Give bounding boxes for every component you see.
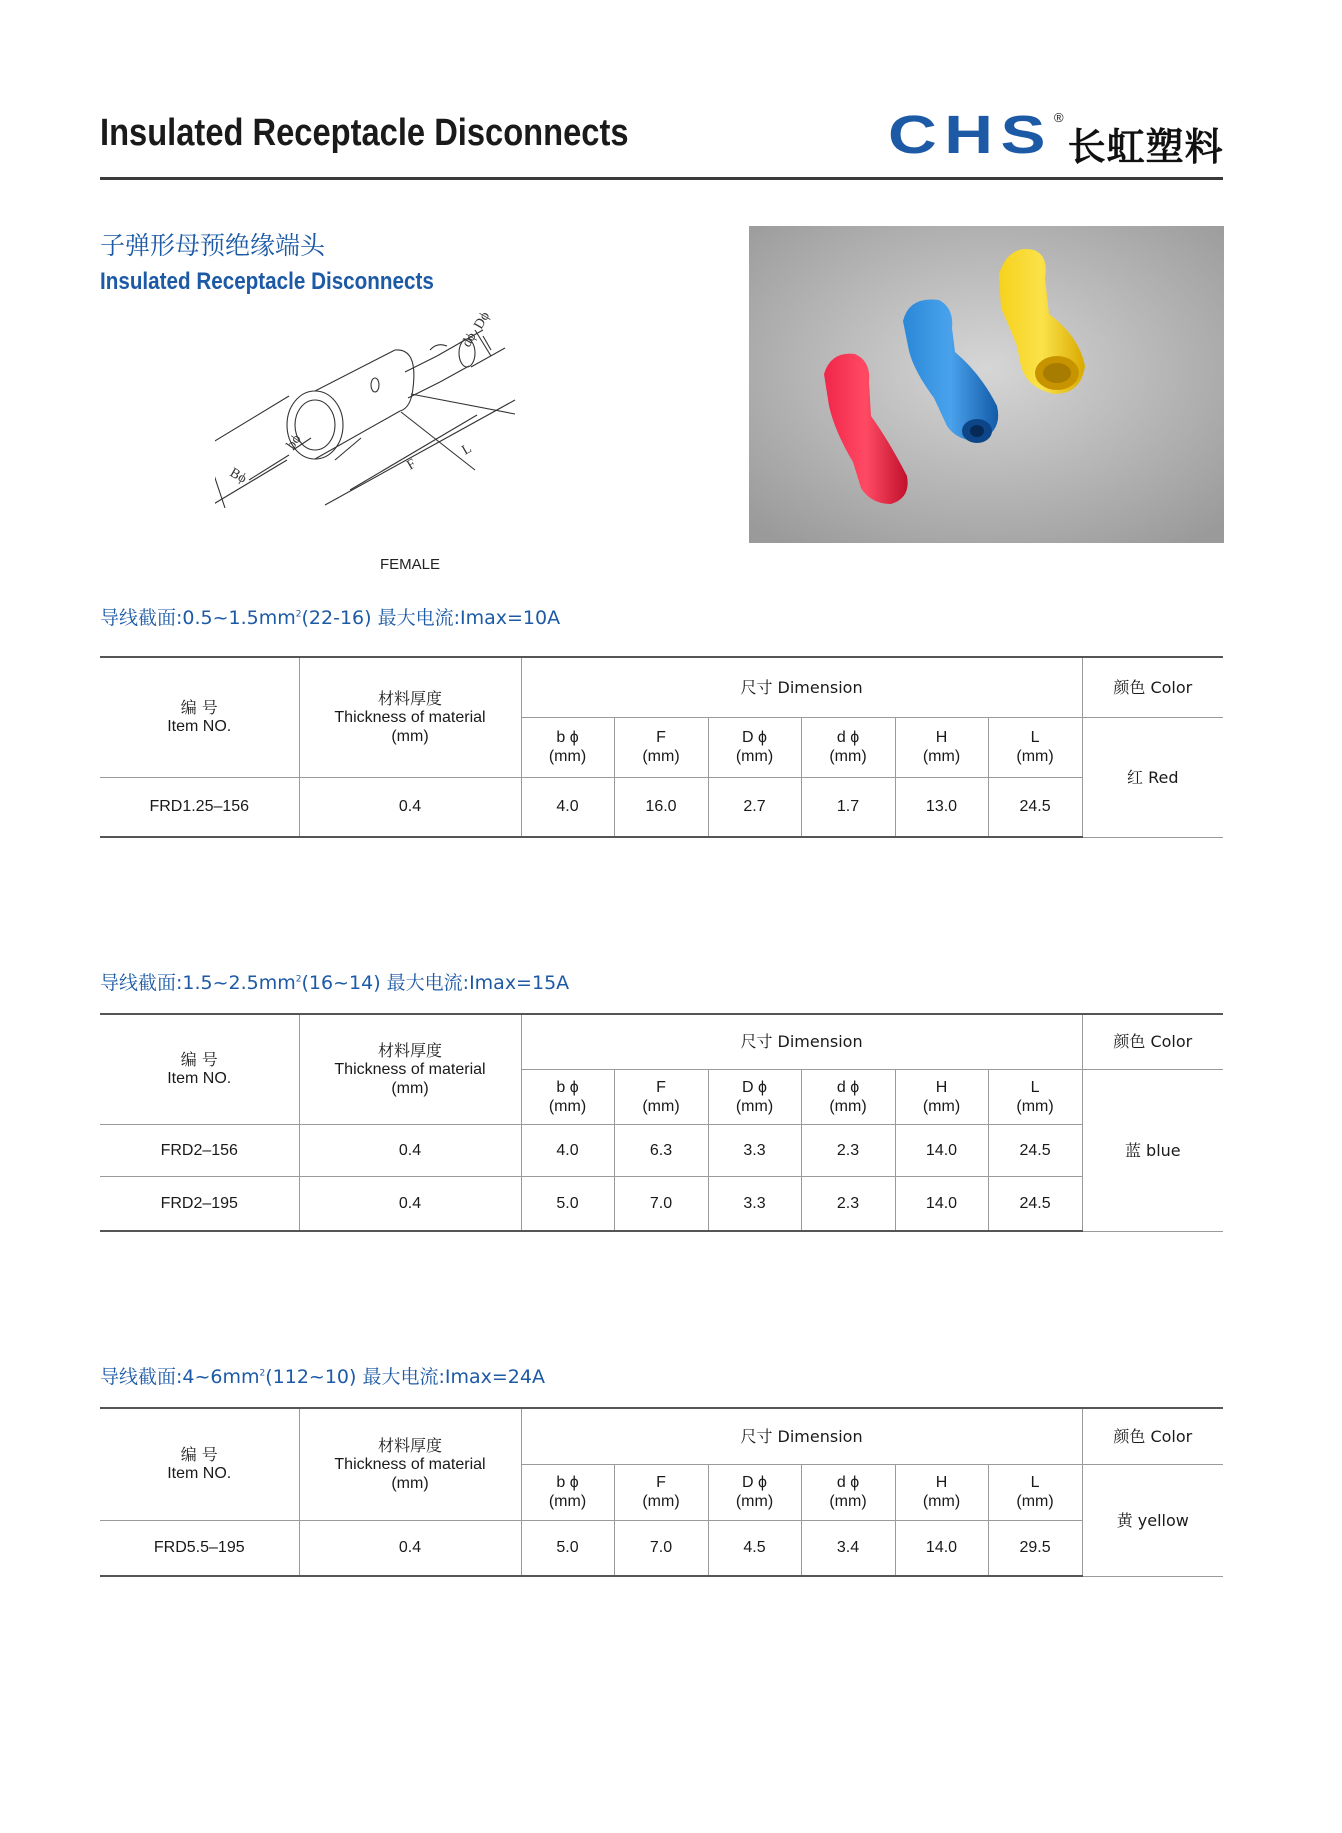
section-3-table <box>100 1407 1223 1577</box>
dim-D: 3.3 <box>708 1124 801 1176</box>
table-row <box>100 1176 1223 1231</box>
header-dimension: 尺寸 Dimension <box>521 1014 1082 1069</box>
company-logo <box>888 105 1224 169</box>
col-b: b ϕ (mm) <box>521 1069 614 1124</box>
col-F: F (mm) <box>614 1464 708 1520</box>
title-divider <box>100 177 1223 180</box>
col-F: F (mm) <box>614 717 708 777</box>
col-D: D ϕ (mm) <box>708 1464 801 1520</box>
col-D: D ϕ (mm) <box>708 717 801 777</box>
col-d: d ϕ (mm) <box>801 1464 895 1520</box>
label-b: bϕ <box>283 431 305 453</box>
col-H: H (mm) <box>895 1464 988 1520</box>
col-b: b ϕ (mm) <box>521 717 614 777</box>
product-name-english: Insulated Receptacle Disconnects <box>100 268 434 295</box>
dim-H: 14.0 <box>895 1124 988 1176</box>
header-color: 颜色 Color <box>1082 1014 1223 1069</box>
header-thickness: 材料厚度 Thickness of material (mm) <box>299 1014 521 1124</box>
item-no: FRD2–156 <box>100 1124 299 1176</box>
dim-d: 3.4 <box>801 1520 895 1576</box>
item-no: FRD2–195 <box>100 1176 299 1231</box>
col-H: H (mm) <box>895 1069 988 1124</box>
label-L: L <box>459 441 475 459</box>
header-thickness: 材料厚度 Thickness of material (mm) <box>299 1408 521 1520</box>
section-2-table <box>100 1013 1223 1232</box>
header-item: 编 号 Item NO. <box>100 1408 299 1520</box>
connector-diagram <box>215 290 595 530</box>
dim-H: 14.0 <box>895 1520 988 1576</box>
thickness: 0.4 <box>299 777 521 837</box>
dim-D: 4.5 <box>708 1520 801 1576</box>
dim-F: 6.3 <box>614 1124 708 1176</box>
table-row <box>100 777 1223 837</box>
section-1-table <box>100 656 1223 838</box>
dim-L: 24.5 <box>988 1124 1082 1176</box>
diagram-caption: FEMALE <box>380 556 441 573</box>
logo-registered-mark: ® <box>1054 110 1064 125</box>
header-dimension: 尺寸 Dimension <box>521 1408 1082 1464</box>
dim-H: 14.0 <box>895 1176 988 1231</box>
dim-D: 2.7 <box>708 777 801 837</box>
thickness: 0.4 <box>299 1176 521 1231</box>
page-title: Insulated Receptacle Disconnects <box>100 112 629 154</box>
dim-L: 24.5 <box>988 777 1082 837</box>
dim-b: 4.0 <box>521 777 614 837</box>
dim-b: 5.0 <box>521 1520 614 1576</box>
col-d: d ϕ (mm) <box>801 1069 895 1124</box>
color-cell: 蓝 blue <box>1082 1069 1223 1231</box>
table-row <box>100 1124 1223 1176</box>
dim-F: 7.0 <box>614 1520 708 1576</box>
col-F: F (mm) <box>614 1069 708 1124</box>
color-cell: 红 Red <box>1082 717 1223 837</box>
section-1-spec: 导线截面$:0.5\sim 1.5mm^2(22-16)$ 最大电流:Imax=10A <box>100 607 561 629</box>
item-no: FRD5.5–195 <box>100 1520 299 1576</box>
dim-d: 2.3 <box>801 1124 895 1176</box>
col-L: L (mm) <box>988 1464 1082 1520</box>
product-photo <box>749 226 1224 543</box>
dim-d: 2.3 <box>801 1176 895 1231</box>
label-B: Bϕ <box>227 465 249 487</box>
thickness: 0.4 <box>299 1520 521 1576</box>
header-item: 编 号 Item NO. <box>100 1014 299 1124</box>
table-row <box>100 1520 1223 1576</box>
dim-L: 24.5 <box>988 1176 1082 1231</box>
col-L: L (mm) <box>988 717 1082 777</box>
dim-D: 3.3 <box>708 1176 801 1231</box>
header-thickness: 材料厚度 Thickness of material (mm) <box>299 657 521 777</box>
dim-L: 29.5 <box>988 1520 1082 1576</box>
dim-b: 5.0 <box>521 1176 614 1231</box>
header-color: 颜色 Color <box>1082 657 1223 717</box>
product-name-chinese: 子弹形母预绝缘端头 <box>100 231 326 260</box>
col-H: H (mm) <box>895 717 988 777</box>
header-color: 颜色 Color <box>1082 1408 1223 1464</box>
dim-b: 4.0 <box>521 1124 614 1176</box>
dim-d: 1.7 <box>801 777 895 837</box>
color-cell: 黄 yellow <box>1082 1464 1223 1576</box>
label-F: F <box>404 456 419 474</box>
col-b: b ϕ (mm) <box>521 1464 614 1520</box>
col-d: d ϕ (mm) <box>801 717 895 777</box>
section-3-spec: 导线截面$:4\sim 6mm^2(112\sim 10)$ 最大电流:Imax=24A <box>100 1366 545 1388</box>
label-d: dϕ <box>459 330 480 350</box>
label-D: Dϕ <box>471 309 494 332</box>
thickness: 0.4 <box>299 1124 521 1176</box>
logo-chs: CHS <box>888 105 1054 165</box>
logo-chinese-name: 长虹塑料 <box>1067 125 1224 169</box>
section-2-spec: 导线截面$:1.5\sim 2.5mm^2(16\sim 14)$ 最大电流:Imax=15A <box>100 972 570 994</box>
header-dimension: 尺寸 Dimension <box>521 657 1082 717</box>
header-item: 编 号 Item NO. <box>100 657 299 777</box>
col-L: L (mm) <box>988 1069 1082 1124</box>
dim-F: 7.0 <box>614 1176 708 1231</box>
col-D: D ϕ (mm) <box>708 1069 801 1124</box>
dim-F: 16.0 <box>614 777 708 837</box>
item-no: FRD1.25–156 <box>100 777 299 837</box>
dim-H: 13.0 <box>895 777 988 837</box>
